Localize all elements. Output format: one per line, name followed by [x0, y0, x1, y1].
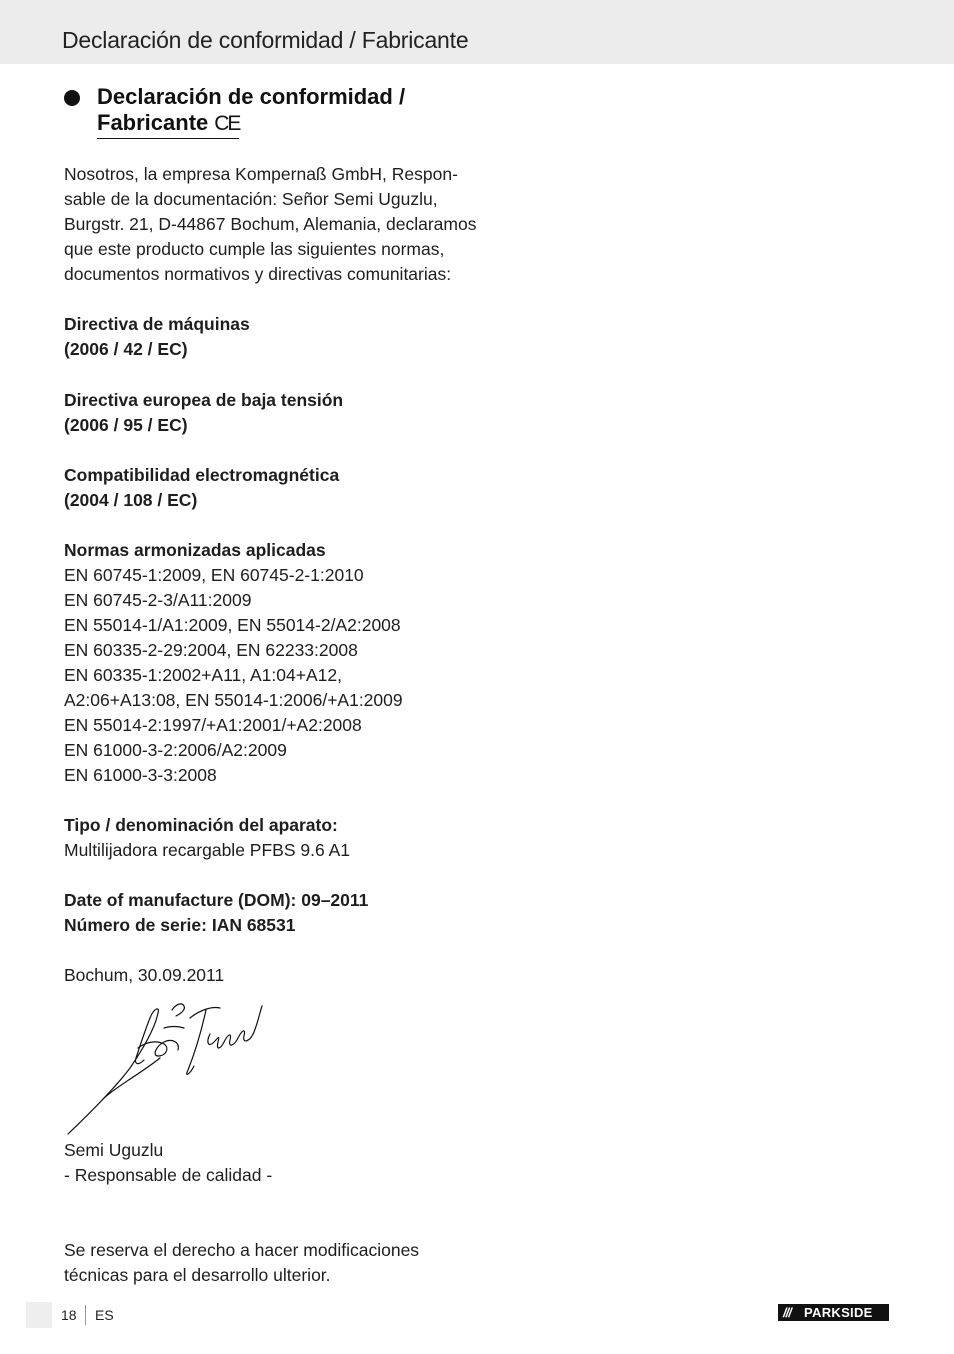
- brand-logo: [778, 1304, 889, 1321]
- signatory-name: Semi Uguzlu: [64, 1140, 164, 1160]
- standard-line: EN 60335-2-29:2004, EN 62233:2008: [64, 640, 358, 660]
- directive-code: (2006 / 95 / EC): [64, 415, 188, 435]
- directive-title: Compatibilidad electromagnética: [64, 465, 340, 485]
- standards-block: [64, 538, 403, 788]
- intro-line: Nosotros, la empresa Kompernaß GmbH, Respon-: [64, 164, 458, 184]
- standard-line: EN 55014-1/A1:2009, EN 55014-2/A2:2008: [64, 615, 401, 635]
- signatory-role: - Responsable de calidad -: [64, 1165, 273, 1185]
- footer-marker: [26, 1302, 52, 1328]
- standard-line: A2:06+A13:08, EN 55014-1:2006/+A1:2009: [64, 690, 403, 710]
- signature-image: [60, 998, 270, 1138]
- directive-code: (2004 / 108 / EC): [64, 490, 198, 510]
- intro-paragraph: [64, 162, 476, 287]
- serial-number: Número de serie: IAN 68531: [64, 915, 296, 935]
- directive-title: Directiva europea de baja tensión: [64, 390, 344, 410]
- manufacture-block: [64, 888, 368, 938]
- brand-stripes-icon: ///: [783, 1305, 791, 1320]
- directive-title: Directiva de máquinas: [64, 314, 250, 334]
- standard-line: EN 61000-3-3:2008: [64, 765, 217, 785]
- section-heading-line2: [97, 110, 239, 139]
- directive-emc: [64, 463, 339, 513]
- standards-heading: Normas armonizadas aplicadas: [64, 540, 326, 560]
- directive-machinery: [64, 312, 250, 362]
- footer-divider: [85, 1305, 86, 1325]
- language-code: ES: [95, 1307, 114, 1323]
- notice-block: [64, 1238, 419, 1288]
- section-heading-text: Fabricante: [97, 110, 209, 135]
- standard-line: EN 61000-3-2:2006/A2:2009: [64, 740, 287, 760]
- page-title: Declaración de conformidad / Fabricante: [62, 27, 469, 53]
- device-label: Tipo / denominación del aparato:: [64, 815, 338, 835]
- section-heading: [97, 84, 405, 139]
- standard-line: EN 60335-1:2002+A11, A1:04+A12,: [64, 665, 342, 685]
- manufacture-date: Date of manufacture (DOM): 09–2011: [64, 890, 369, 910]
- brand-name: PARKSIDE: [804, 1305, 873, 1320]
- notice-line: técnicas para el desarrollo ulterior.: [64, 1265, 331, 1285]
- device-block: [64, 813, 350, 863]
- standard-line: EN 60745-1:2009, EN 60745-2-1:2010: [64, 565, 364, 585]
- standard-line: EN 55014-2:1997/+A1:2001/+A2:2008: [64, 715, 362, 735]
- directive-low-voltage: [64, 388, 343, 438]
- notice-line: Se reserva el derecho a hacer modificaciones: [64, 1240, 420, 1260]
- place-date: Bochum, 30.09.2011: [64, 965, 225, 985]
- intro-line: Burgstr. 21, D-44867 Bochum, Alemania, declaramos: [64, 214, 477, 234]
- section-heading-line1: Declaración de conformidad /: [97, 84, 406, 109]
- section-bullet: [64, 90, 80, 106]
- intro-line: documentos normativos y directivas comunitarias:: [64, 264, 452, 284]
- standard-line: EN 60745-2-3/A11:2009: [64, 590, 252, 610]
- intro-line: sable de la documentación: Señor Semi Uguzlu,: [64, 189, 438, 209]
- page-number: 18: [61, 1307, 77, 1323]
- device-value: Multilijadora recargable PFBS 9.6 A1: [64, 840, 350, 860]
- ce-mark-icon: CE: [214, 112, 240, 135]
- intro-line: que este producto cumple las siguientes normas,: [64, 239, 445, 259]
- signatory-block: [64, 1138, 272, 1188]
- header-band: [0, 0, 954, 64]
- directive-code: (2006 / 42 / EC): [64, 339, 188, 359]
